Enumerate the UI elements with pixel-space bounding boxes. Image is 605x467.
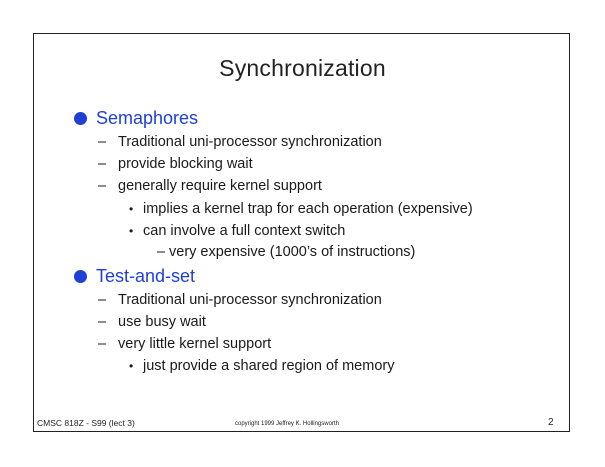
list-item bbox=[98, 292, 382, 308]
list-item bbox=[98, 156, 253, 172]
sub-list-item-text: can involve a full context switch bbox=[143, 223, 346, 239]
sub-list-item-text: just provide a shared region of memory bbox=[143, 358, 395, 374]
section-semaphores bbox=[74, 108, 198, 129]
bullet-circle-icon bbox=[74, 270, 87, 283]
section-heading: Semaphores bbox=[96, 108, 199, 128]
list-item bbox=[98, 178, 322, 194]
list-item-text: Traditional uni-processor synchronization bbox=[118, 134, 382, 150]
dash-icon: – bbox=[98, 178, 107, 194]
dash-icon: – bbox=[157, 244, 166, 260]
dash-icon: – bbox=[98, 336, 107, 352]
dash-icon: – bbox=[98, 314, 107, 330]
dash-icon: – bbox=[98, 156, 107, 172]
slide-title: Synchronization bbox=[219, 55, 386, 81]
list-item-text: generally require kernel support bbox=[118, 178, 322, 194]
page-number: 2 bbox=[548, 417, 554, 428]
dash-icon: – bbox=[98, 292, 107, 308]
sub-list-item bbox=[129, 358, 394, 374]
list-item bbox=[98, 336, 271, 352]
footer-copyright: copyright 1999 Jeffrey K. Hollingsworth bbox=[235, 421, 339, 427]
sub-list-item bbox=[129, 201, 473, 217]
sub-sub-list-item-text: very expensive (1000’s of instructions) bbox=[169, 244, 416, 260]
list-item-text: Traditional uni-processor synchronization bbox=[118, 292, 382, 308]
section-heading: Test-and-set bbox=[96, 266, 196, 286]
list-item bbox=[98, 134, 382, 150]
list-item-text: provide blocking wait bbox=[118, 156, 253, 172]
bullet-dot-icon: • bbox=[129, 224, 134, 238]
bullet-dot-icon: • bbox=[129, 359, 134, 373]
list-item-text: use busy wait bbox=[118, 314, 206, 330]
bullet-circle-icon bbox=[74, 112, 87, 125]
dash-icon: – bbox=[98, 134, 107, 150]
list-item bbox=[98, 314, 206, 330]
sub-list-item bbox=[129, 223, 345, 239]
sub-sub-list-item bbox=[157, 244, 415, 260]
sub-list-item-text: implies a kernel trap for each operation (expensive) bbox=[143, 201, 473, 217]
bullet-dot-icon: • bbox=[129, 202, 134, 216]
footer-course: CMSC 818Z - S99 (lect 3) bbox=[37, 418, 135, 428]
list-item-text: very little kernel support bbox=[118, 336, 272, 352]
section-test-and-set bbox=[74, 266, 195, 287]
